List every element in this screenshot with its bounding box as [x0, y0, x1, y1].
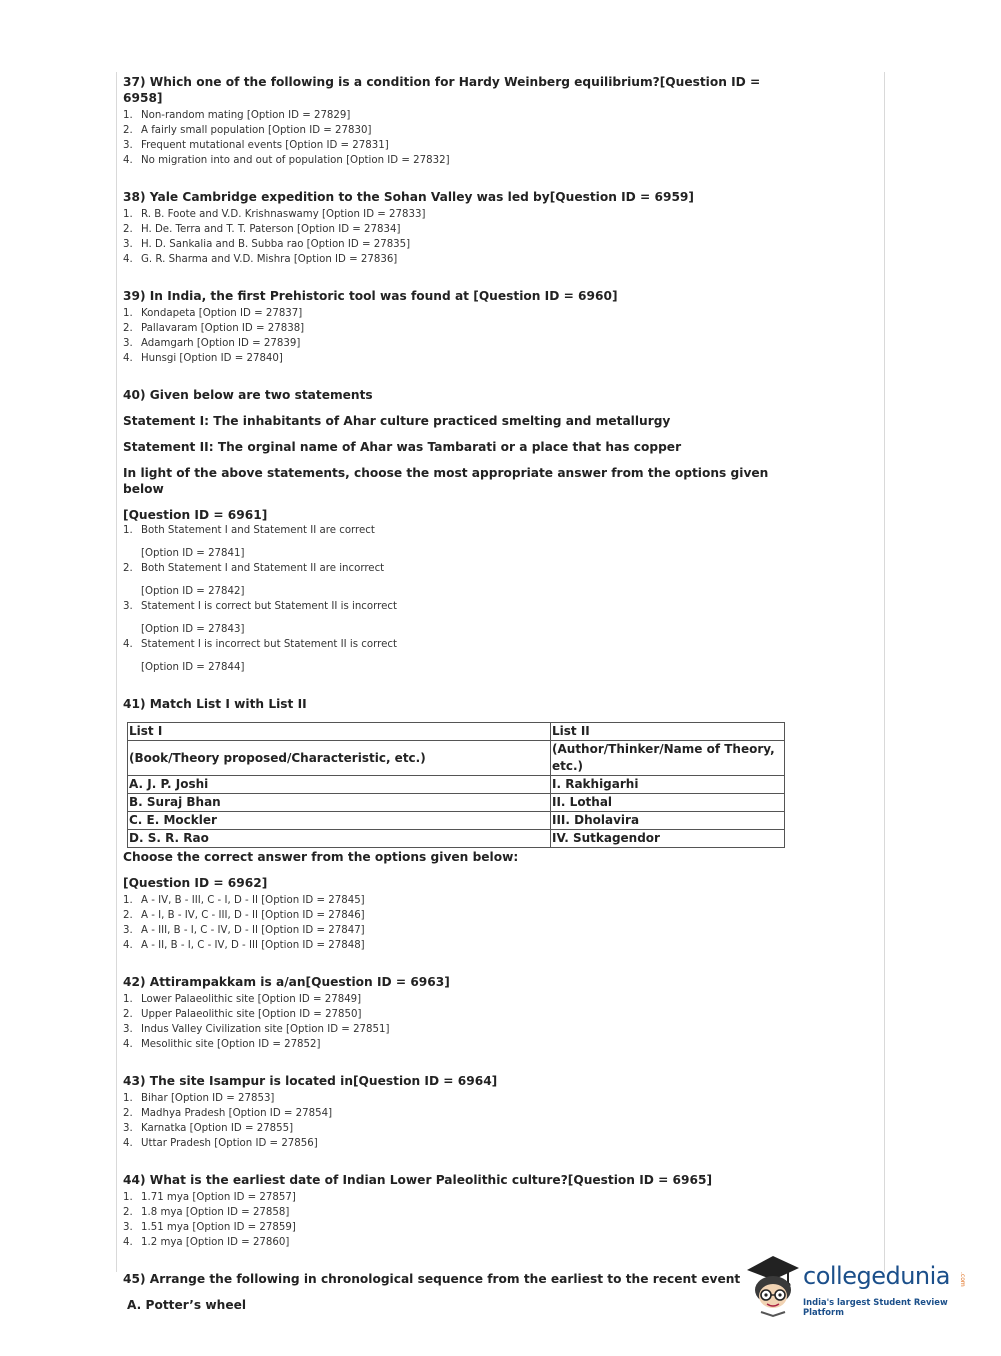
option-number: 1.	[123, 1093, 133, 1104]
table-cell: List II	[551, 723, 785, 741]
table-cell: II. Lothal	[551, 794, 785, 812]
option-text: Both Statement I and Statement II are correct	[141, 525, 375, 536]
question-block	[123, 1172, 803, 1250]
table-cell: III. Dholavira	[551, 812, 785, 830]
question-block	[123, 74, 803, 168]
option-number: 3.	[123, 925, 133, 936]
option-number: 3.	[123, 601, 133, 612]
option-text: Hunsgi [Option ID = 27840]	[141, 353, 283, 364]
question-40	[123, 387, 803, 675]
option-text: 1.2 mya [Option ID = 27860]	[141, 1237, 290, 1248]
option-text: Lower Palaeolithic site [Option ID = 27849]	[141, 994, 362, 1005]
logo-domain-suffix: .com	[959, 1272, 966, 1287]
option-item	[123, 1037, 803, 1052]
question-id: [Question ID = 6961]	[123, 508, 268, 522]
question-block	[123, 288, 803, 366]
option-text: Upper Palaeolithic site [Option ID = 27850]	[141, 1009, 362, 1020]
table-row	[128, 830, 785, 848]
option-item	[123, 207, 803, 222]
question-45	[123, 1271, 803, 1313]
option-item	[123, 351, 803, 366]
option-number: 2.	[123, 1207, 133, 1218]
option-text: A - II, B - I, C - IV, D - III [Option ID = 27848]	[141, 940, 365, 951]
options-list	[123, 1190, 803, 1250]
option-item	[123, 561, 803, 576]
option-text: A fairly small population [Option ID = 27830]	[141, 125, 372, 136]
option-item	[123, 1235, 803, 1250]
option-id: [Option ID = 27844]	[141, 662, 245, 673]
option-item	[123, 123, 803, 138]
options-list	[123, 992, 803, 1052]
question-text: 39) In India, the first Prehistoric tool was found at [Question ID = 6960]	[123, 289, 618, 303]
option-text: 1.71 mya [Option ID = 27857]	[141, 1192, 296, 1203]
option-number: 2.	[123, 1108, 133, 1119]
option-item	[123, 923, 803, 938]
question-block	[123, 974, 803, 1052]
option-id: [Option ID = 27841]	[141, 548, 245, 559]
option-text: Non-random mating [Option ID = 27829]	[141, 110, 351, 121]
option-text: A - IV, B - III, C - I, D - II [Option ID = 27845]	[141, 895, 365, 906]
question-block	[123, 1073, 803, 1151]
option-id: [Option ID = 27842]	[141, 586, 245, 597]
option-number: 2.	[123, 125, 133, 136]
option-number: 3.	[123, 338, 133, 349]
option-item	[123, 1106, 803, 1121]
option-item	[123, 321, 803, 336]
option-text: Adamgarh [Option ID = 27839]	[141, 338, 301, 349]
option-number: 1.	[123, 525, 133, 536]
option-number: 2.	[123, 323, 133, 334]
option-text: Mesolithic site [Option ID = 27852]	[141, 1039, 321, 1050]
table-cell: I. Rakhigarhi	[551, 776, 785, 794]
option-text: R. B. Foote and V.D. Krishnaswamy [Option ID = 27833]	[141, 209, 426, 220]
option-text: Karnatka [Option ID = 27855]	[141, 1123, 294, 1134]
option-text: Statement I is incorrect but Statement II is correct	[141, 639, 397, 650]
option-number: 2.	[123, 1009, 133, 1020]
option-item	[123, 938, 803, 953]
mascot-icon	[743, 1250, 803, 1320]
question-text: 38) Yale Cambridge expedition to the Sohan Valley was led by[Question ID = 6959]	[123, 190, 694, 204]
option-number: 4.	[123, 254, 133, 265]
option-number: 1.	[123, 994, 133, 1005]
option-number: 2.	[123, 563, 133, 574]
option-item	[123, 222, 803, 237]
statement-2: Statement II: The orginal name of Ahar was Tambarati or a place that has copper	[123, 440, 682, 454]
option-number: 4.	[123, 639, 133, 650]
table-cell: A. J. P. Joshi	[128, 776, 551, 794]
statement-1: Statement I: The inhabitants of Ahar culture practiced smelting and metallurgy	[123, 414, 671, 428]
question-41	[123, 696, 803, 953]
option-number: 2.	[123, 224, 133, 235]
option-number: 4.	[123, 940, 133, 951]
option-number: 1.	[123, 308, 133, 319]
option-number: 3.	[123, 1222, 133, 1233]
option-text: G. R. Sharma and V.D. Mishra [Option ID = 27836]	[141, 254, 398, 265]
option-text: H. De. Terra and T. T. Paterson [Option ID = 27834]	[141, 224, 401, 235]
instruction: In light of the above statements, choose the most appropriate answer from the options given below	[123, 466, 769, 496]
question-text: 37) Which one of the following is a condition for Hardy Weinberg equilibrium?[Question ID = 6958]	[123, 75, 761, 105]
option-item	[123, 108, 803, 123]
page-margin-line-left	[116, 72, 117, 1272]
table-cell: D. S. R. Rao	[128, 830, 551, 848]
option-item	[123, 237, 803, 252]
option-item	[123, 523, 803, 538]
logo-name: collegedunia	[803, 1262, 951, 1290]
table-cell: C. E. Mockler	[128, 812, 551, 830]
option-text: H. D. Sankalia and B. Subba rao [Option ID = 27835]	[141, 239, 411, 250]
option-text: Madhya Pradesh [Option ID = 27854]	[141, 1108, 333, 1119]
option-item	[123, 893, 803, 908]
option-item	[123, 908, 803, 923]
question-id: [Question ID = 6962]	[123, 876, 268, 890]
table-cell: (Author/Thinker/Name of Theory, etc.)	[551, 741, 785, 776]
option-item	[123, 1190, 803, 1205]
question-group-a	[123, 74, 803, 366]
table-cell: (Book/Theory proposed/Characteristic, etc.)	[128, 741, 551, 776]
question-text: 45) Arrange the following in chronological sequence from the earliest to the recent event	[123, 1272, 741, 1286]
option-number: 4.	[123, 155, 133, 166]
option-number: 1.	[123, 209, 133, 220]
table-cell: B. Suraj Bhan	[128, 794, 551, 812]
option-text: Indus Valley Civilization site [Option ID = 27851]	[141, 1024, 390, 1035]
option-item	[123, 992, 803, 1007]
option-text: Uttar Pradesh [Option ID = 27856]	[141, 1138, 318, 1149]
option-item	[123, 1220, 803, 1235]
option-text: Frequent mutational events [Option ID = 27831]	[141, 140, 389, 151]
table-cell: IV. Sutkagendor	[551, 830, 785, 848]
question-text: 42) Attirampakkam is a/an[Question ID = 6963]	[123, 975, 450, 989]
options-list	[123, 523, 803, 675]
question-text: 44) What is the earliest date of Indian Lower Paleolithic culture?[Question ID = 6965]	[123, 1173, 713, 1187]
option-item	[123, 1007, 803, 1022]
option-text: Bihar [Option ID = 27853]	[141, 1093, 275, 1104]
options-list	[123, 893, 803, 953]
question-text: 40) Given below are two statements	[123, 388, 373, 402]
question-paper	[123, 74, 803, 1313]
option-number: 3.	[123, 140, 133, 151]
option-number: 1.	[123, 895, 133, 906]
match-table	[127, 722, 785, 848]
question-text: 41) Match List I with List II	[123, 697, 307, 711]
table-row	[128, 741, 785, 776]
option-item	[123, 1022, 803, 1037]
option-text: 1.51 mya [Option ID = 27859]	[141, 1222, 296, 1233]
table-row	[128, 794, 785, 812]
collegedunia-logo	[743, 1250, 968, 1320]
instruction: Choose the correct answer from the options given below:	[123, 850, 519, 864]
options-list	[123, 1091, 803, 1151]
option-number: 3.	[123, 1024, 133, 1035]
option-item	[123, 637, 803, 652]
option-number: 1.	[123, 110, 133, 121]
question-block	[123, 189, 803, 267]
option-number: 4.	[123, 1237, 133, 1248]
option-text: Statement I is correct but Statement II is incorrect	[141, 601, 397, 612]
option-item	[123, 599, 803, 614]
option-item	[123, 153, 803, 168]
options-list	[123, 108, 803, 168]
question-group-b	[123, 974, 803, 1250]
option-number: 3.	[123, 1123, 133, 1134]
option-text: A - I, B - IV, C - III, D - II [Option ID = 27846]	[141, 910, 365, 921]
table-cell: List I	[128, 723, 551, 741]
option-text: 1.8 mya [Option ID = 27858]	[141, 1207, 290, 1218]
page-margin-line-right	[884, 72, 885, 1272]
options-list	[123, 306, 803, 366]
table-row	[128, 723, 785, 741]
option-text: Kondapeta [Option ID = 27837]	[141, 308, 303, 319]
option-text: Pallavaram [Option ID = 27838]	[141, 323, 305, 334]
logo-tagline: India's largest Student Review Platform	[803, 1297, 948, 1317]
option-number: 2.	[123, 910, 133, 921]
sequence-item-a: A. Potter’s wheel	[127, 1298, 247, 1312]
option-number: 4.	[123, 1039, 133, 1050]
options-list	[123, 207, 803, 267]
option-item	[123, 1136, 803, 1151]
option-text: Both Statement I and Statement II are incorrect	[141, 563, 385, 574]
option-item	[123, 1121, 803, 1136]
option-item	[123, 306, 803, 321]
option-text: A - III, B - I, C - IV, D - II [Option ID = 27847]	[141, 925, 365, 936]
option-number: 3.	[123, 239, 133, 250]
question-text: 43) The site Isampur is located in[Question ID = 6964]	[123, 1074, 498, 1088]
option-item	[123, 336, 803, 351]
option-item	[123, 1091, 803, 1106]
option-number: 4.	[123, 353, 133, 364]
option-id: [Option ID = 27843]	[141, 624, 245, 635]
option-item	[123, 252, 803, 267]
option-item	[123, 1205, 803, 1220]
table-row	[128, 812, 785, 830]
table-row	[128, 776, 785, 794]
option-item	[123, 138, 803, 153]
option-number: 1.	[123, 1192, 133, 1203]
option-number: 4.	[123, 1138, 133, 1149]
option-text: No migration into and out of population [Option ID = 27832]	[141, 155, 450, 166]
